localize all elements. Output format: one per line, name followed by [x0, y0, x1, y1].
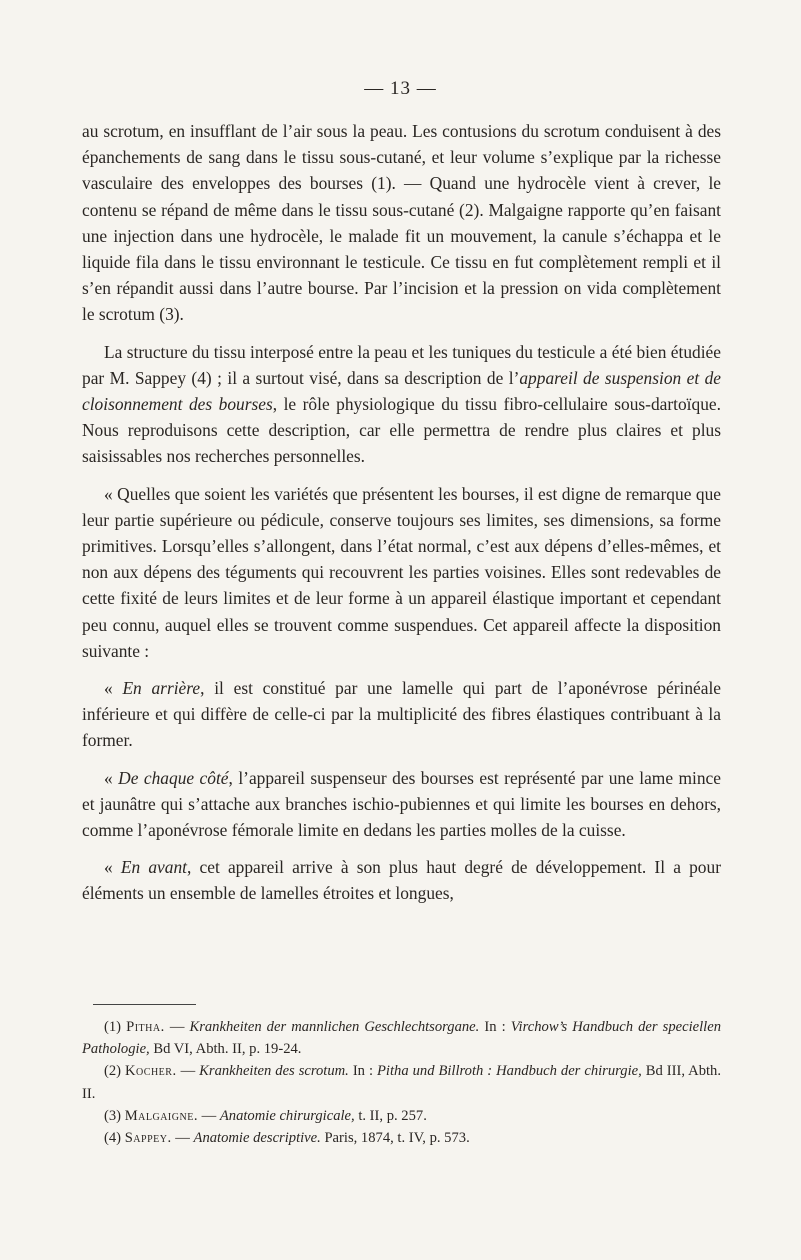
- paragraph-4-quote: «: [104, 678, 123, 699]
- footnote-1-separator: —: [164, 1019, 190, 1035]
- footnote-3-number: (3): [104, 1107, 122, 1124]
- paragraph-2-text-c: , le rôle physiologique du tissu fibro-cellulaire sous-dartoïque. Nous reproduisons cette description, car elle permettra de rendre plus claires et plus saisissables nos recherches personnelles.: [82, 394, 721, 467]
- footnote-1-author: Pitha.: [126, 1019, 165, 1035]
- footnote-1: [82, 1016, 721, 1060]
- footnote-1-number: (1): [104, 1019, 122, 1035]
- footnote-1-source: Virchow’s Handbuch der speciellen Pathologie,: [82, 1019, 721, 1058]
- footnote-2-author: Kocher.: [125, 1063, 177, 1080]
- footnote-4-title: Anatomie descriptive.: [193, 1130, 321, 1147]
- footnote-1-in: In :: [479, 1019, 511, 1035]
- paragraph-6: [82, 854, 721, 906]
- footnote-4-number: (4): [104, 1130, 122, 1147]
- paragraph-6-text: , cet appareil arrive à son plus haut degré de développement. Il a pour éléments un ensemble de lamelles étroites et longues,: [82, 857, 721, 904]
- paragraph-5-quote: «: [104, 767, 119, 788]
- footnote-3-details: t. II, p. 257.: [354, 1107, 427, 1124]
- footnote-2-number: (2): [104, 1063, 122, 1080]
- paragraph-4-text: , il est constitué par une lamelle qui part de l’aponévrose périnéale inférieure et qui diffère de celle-ci par la multiplicité des fibres élastiques contribuant à la former.: [82, 678, 721, 751]
- paragraph-2: [82, 339, 721, 470]
- page-number: — 13 —: [364, 78, 437, 99]
- paragraph-2-emphasis: appareil de suspension et de cloisonnement des bourses: [82, 367, 721, 415]
- footnote-3-title: Anatomie chirurgicale,: [219, 1107, 355, 1124]
- footnote-3: [82, 1105, 721, 1127]
- footnote-1-title: Krankheiten der mannlichen Geschlechtsorgane.: [189, 1019, 480, 1035]
- footnote-4-author: Sappey.: [124, 1130, 172, 1147]
- paragraph-3: « Quelles que soient les variétés que présentent les bourses, il est digne de remarque que leur partie supérieure ou pédicule, conserve toujours ses limites, ses dimensions, sa forme primitives. Lorsqu’elles s’allongent, dans l’état normal, c’est aux dépens d’elles-mêmes, et non aux dépens des téguments qui recouvrent les parties voisines. Elles sont redevables de cette fixité de leurs limites et de leur forme à un appareil élastique important et cependant peu connu, auquel elles se trouvent comme suspendues. Cet appareil affecte la disposition suivante :: [82, 483, 721, 661]
- footnote-2-title: Krankheiten des scrotum.: [199, 1063, 349, 1080]
- footnote-2-source: Pitha und Billroth : Handbuch der chirurgie,: [377, 1063, 642, 1080]
- footnote-3-author: Malgaigne.: [124, 1107, 198, 1124]
- paragraph-6-quote: «: [104, 857, 121, 878]
- body-text: [82, 118, 721, 918]
- footnote-separator: [93, 1004, 196, 1005]
- footnote-4-details: Paris, 1874, t. IV, p. 573.: [320, 1130, 470, 1147]
- paragraph-5: [82, 765, 721, 844]
- paragraph-1: au scrotum, en insufflant de l’air sous la peau. Les contusions du scrotum conduisent à des épanchements de sang dans le tissu sous-cutané, et leur volume s’explique par la richesse vasculaire des enveloppes des bourses (1). — Quand une hydrocèle vient à crever, le contenu se répand de même dans le tissu sous-cutané (2). Malgaigne rapporte qu’en faisant une injection dans une hydrocèle, le malade fit un mouvement, la canule s’échappa et le liquide fila dans le tissu environnant le testicule. Ce tissu en fut complètement rempli et il s’en répandit aussi dans l’autre bourse. Par l’incision et la pression on vida complètement le scrotum (3).: [82, 121, 721, 325]
- footnote-4: [82, 1127, 721, 1149]
- footnote-2-separator: —: [176, 1063, 200, 1080]
- footnote-4-separator: —: [171, 1130, 194, 1147]
- footnote-2-details: Bd III, Abth. II.: [82, 1063, 721, 1102]
- paragraph-6-emphasis: En avant: [120, 857, 187, 878]
- footnote-2-in: In :: [348, 1063, 377, 1080]
- footnote-3-separator: —: [197, 1107, 220, 1124]
- paragraph-4: [82, 675, 721, 754]
- paragraph-2-text-a: La structure du tissu interposé entre la peau et les tuniques du testicule a été bien étudiée par M. Sappey (4) ; il a surtout visé, dans sa description de l’: [82, 341, 721, 388]
- footnotes: [82, 1016, 721, 1149]
- footnote-1-details: Bd VI, Abth. II, p. 19-24.: [149, 1041, 302, 1058]
- paragraph-5-text: , l’appareil suspenseur des bourses est représenté par une lame mince et jaunâtre qui s’attache aux branches ischio-pubiennes et qui limite les bourses en dehors, comme l’aponévrose fémorale limite en dedans les parties molles de la cuisse.: [82, 767, 721, 841]
- footnote-2: [82, 1060, 721, 1104]
- paragraph-5-emphasis: De chaque côté: [118, 767, 229, 788]
- paragraph-4-emphasis: En arrière: [122, 678, 201, 699]
